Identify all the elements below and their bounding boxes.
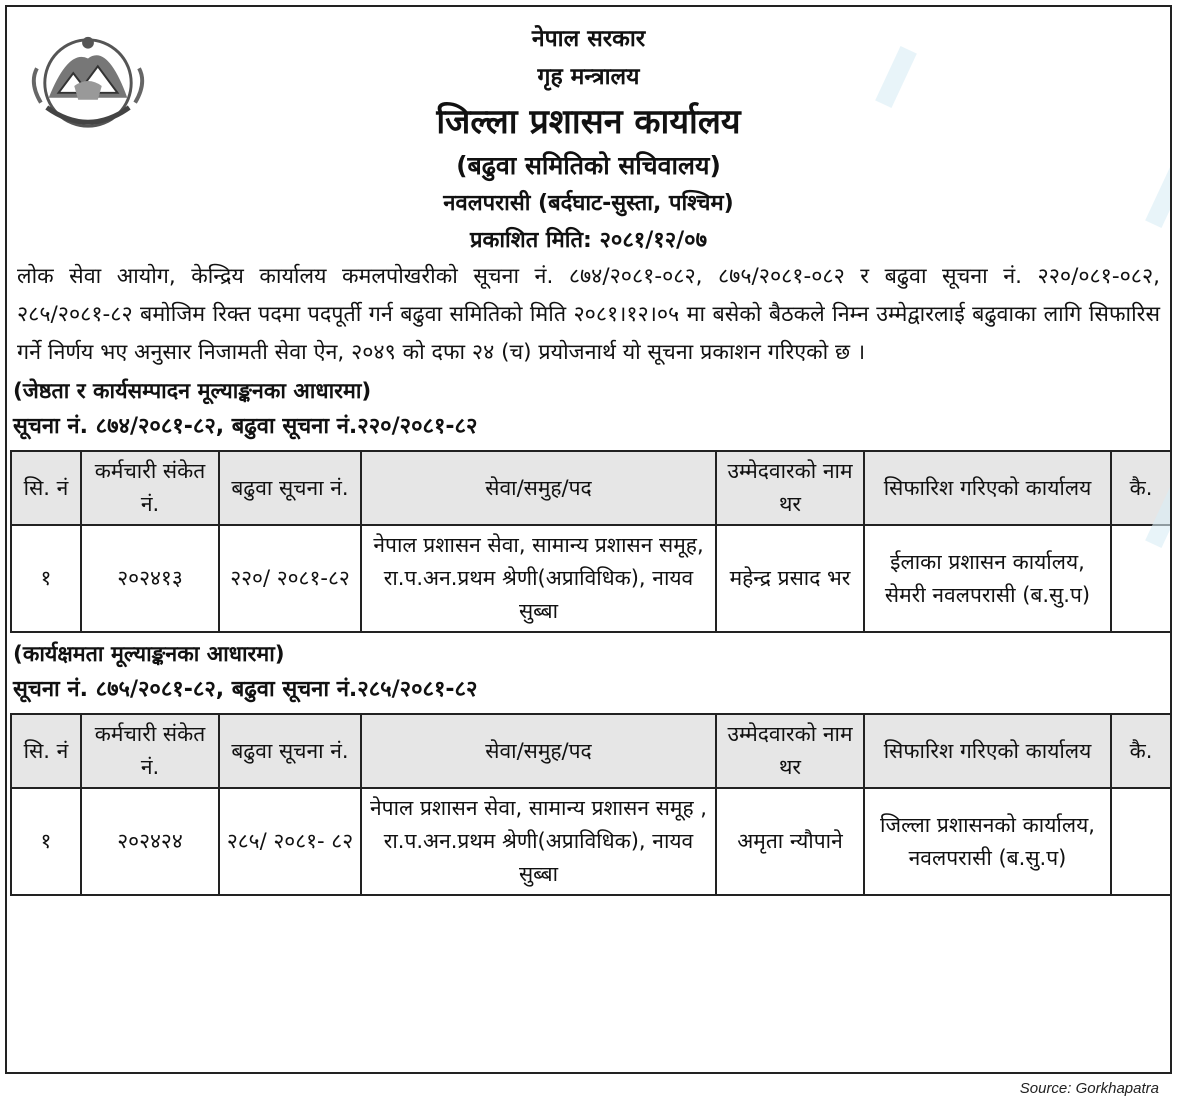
col-sn: सि. नं [11, 451, 81, 525]
cell-promotion-notice: २८५/ २०८१- ८२ [219, 788, 361, 895]
cell-candidate-name: महेन्द्र प्रसाद भर [716, 525, 864, 632]
source-credit: Source: Gorkhapatra [1019, 1080, 1159, 1097]
cell-recommended-office: ईलाका प्रशासन कार्यालय, सेमरी नवलपरासी (ब.सु.प) [864, 525, 1111, 632]
col-employee-code: कर्मचारी संकेत नं. [81, 714, 219, 788]
cell-employee-code: २०२४१३ [81, 525, 219, 632]
cell-promotion-notice: २२०/ २०८१-८२ [219, 525, 361, 632]
cell-sn: १ [11, 788, 81, 895]
table-header-row [11, 714, 1171, 788]
nepal-government-emblem-icon [29, 29, 147, 137]
section2-table [10, 713, 1172, 896]
cell-recommended-office: जिल्ला प्रशासनको कार्यालय, नवलपरासी (ब.सु.प) [864, 788, 1111, 895]
cell-candidate-name: अमृता न्यौपाने [716, 788, 864, 895]
table-row [11, 788, 1171, 895]
intro-paragraph: लोक सेवा आयोग, केन्द्रिय कार्यालय कमलपोखरीको सूचना नं. ८७४/२०८१-०८२, ८७५/२०८१-०८२ र बढुवा सूचना नं. २२०/०८१-०८२, २८५/२०८१-८२ बमोजिम रिक्त पदमा पदपूर्ती गर्न बढुवा समितिको मिति २०८१।१२।०५ मा बसेको बैठकले निम्न उम्मेद्वारलाई बढुवाका लागि सिफारिस गर्ने निर्णय भए अनुसार निजामती सेवा ऐन, २०४९ को दफा २४ (च) प्रयोजनार्थ यो सूचना प्रकाशन गरिएको छ । [17, 264, 1160, 365]
col-employee-code: कर्मचारी संकेत नं. [81, 451, 219, 525]
col-promotion-notice: बढुवा सूचना नं. [219, 714, 361, 788]
section1-reference: सूचना नं. ८७४/२०८१-८२, बढुवा सूचना नं.२२०/२०८१-८२ [13, 414, 478, 439]
office-title: जिल्ला प्रशासन कार्यालय [436, 102, 741, 142]
col-candidate-name: उम्मेदवारको नाम थर [716, 714, 864, 788]
government-name: नेपाल सरकार [531, 26, 646, 52]
table-header-row [11, 451, 1171, 525]
cell-sn: १ [11, 525, 81, 632]
col-promotion-notice: बढुवा सूचना नं. [219, 451, 361, 525]
notice-header [7, 21, 1170, 254]
office-subtitle: (बढुवा समितिको सचिवालय) [456, 151, 721, 180]
col-service: सेवा/समुह/पद [361, 451, 716, 525]
col-sn: सि. नं [11, 714, 81, 788]
col-remarks: कै. [1111, 714, 1171, 788]
col-remarks: कै. [1111, 451, 1171, 525]
published-date: प्रकाशित मिति: २०८१/१२/०७ [469, 228, 708, 253]
office-location: नवलपरासी (बर्दघाट-सुस्ता, पश्चिम) [443, 191, 734, 216]
col-candidate-name: उम्मेदवारको नाम थर [716, 451, 864, 525]
notice-frame [5, 5, 1172, 1074]
cell-service: नेपाल प्रशासन सेवा, सामान्य प्रशासन समूह, रा.प.अन.प्रथम श्रेणी(अप्राविधिक), नायव सुब्बा [361, 525, 716, 632]
ministry-name: गृह मन्त्रालय [537, 64, 640, 90]
cell-employee-code: २०२४२४ [81, 788, 219, 895]
col-recommended-office: सिफारिश गरिएको कार्यालय [864, 714, 1111, 788]
col-recommended-office: सिफारिश गरिएको कार्यालय [864, 451, 1111, 525]
section2-heading: (कार्यक्षमता मूल्याङ्कनका आधारमा) [13, 642, 285, 667]
section2-reference: सूचना नं. ८७५/२०८१-८२, बढुवा सूचना नं.२८५/२०८१-८२ [13, 677, 478, 702]
section1-heading: (जेष्ठता र कार्यसम्पादन मूल्याङ्कनका आधारमा) [13, 379, 372, 404]
cell-service: नेपाल प्रशासन सेवा, सामान्य प्रशासन समूह , रा.प.अन.प्रथम श्रेणी(अप्राविधिक), नायव सुब्बा [361, 788, 716, 895]
col-service: सेवा/समुह/पद [361, 714, 716, 788]
table-row [11, 525, 1171, 632]
cell-remarks [1111, 788, 1171, 895]
section1-table [10, 450, 1172, 633]
